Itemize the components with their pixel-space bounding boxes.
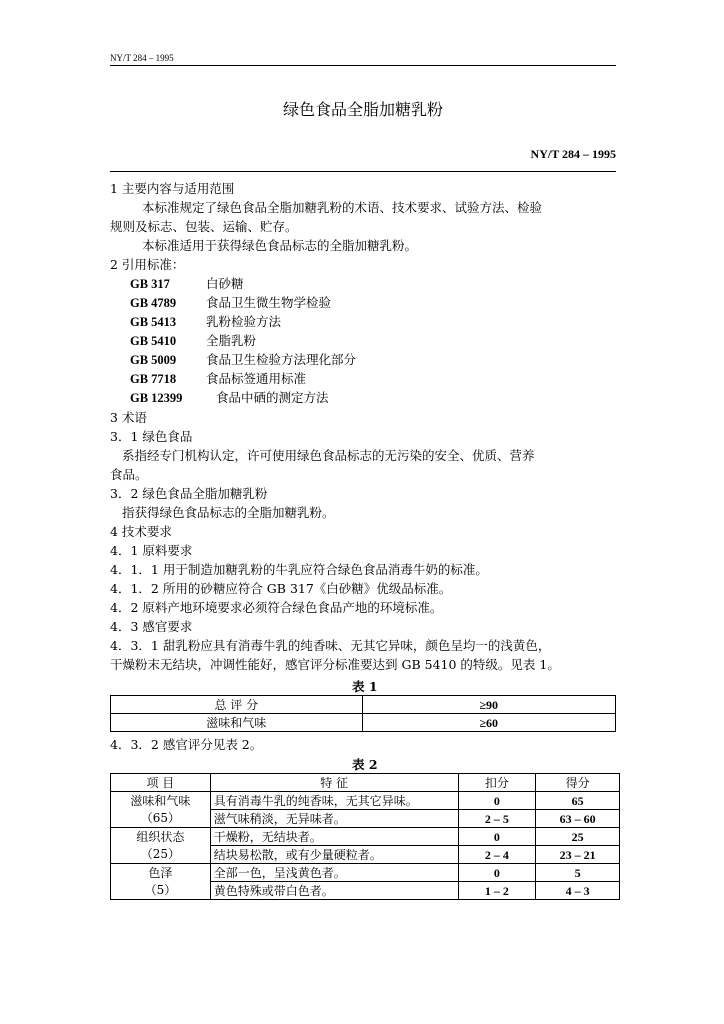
score-cell: 5 bbox=[536, 864, 620, 882]
section-4-3-heading: 4．3 感官要求 bbox=[110, 619, 193, 634]
section-4-3-2: 4．3．2 感官评分见表 2。 bbox=[110, 737, 263, 752]
section-1-paragraph: 本标准规定了绿色食品全脂加糖乳粉的术语、技术要求、试验方法、检验 bbox=[142, 200, 543, 215]
score-cell: 4 – 3 bbox=[536, 882, 620, 900]
category-score: （5） bbox=[111, 882, 211, 900]
deduct-cell: 0 bbox=[458, 828, 536, 846]
reference-item bbox=[130, 390, 328, 406]
table-row bbox=[111, 882, 620, 900]
table-1-value: ≥60 bbox=[362, 714, 615, 732]
section-3-2-definition: 指获得绿色食品标志的全脂加糖乳粉。 bbox=[122, 505, 335, 520]
reference-item bbox=[130, 333, 256, 349]
reference-item bbox=[130, 314, 281, 330]
section-4-1-2: 4．1．2 所用的砂糖应符合 GB 317《白砂糖》优级品标准。 bbox=[110, 581, 452, 596]
deduct-cell: 0 bbox=[458, 864, 536, 882]
reference-code: GB 4789 bbox=[130, 296, 177, 310]
category-name: 色泽 bbox=[111, 864, 211, 882]
section-4-3-1-cont: 干燥粉末无结块，冲调性能好，感官评分标准要达到 GB 5410 的特级。见表 1。 bbox=[110, 657, 560, 672]
reference-name: 白砂糖 bbox=[206, 276, 244, 291]
score-cell: 63 – 60 bbox=[536, 810, 620, 828]
table-row bbox=[111, 828, 620, 846]
column-header-deduct: 扣分 bbox=[458, 774, 536, 792]
table-row bbox=[111, 810, 620, 828]
feature-cell: 滋气味稍淡，无异味者。 bbox=[210, 810, 458, 828]
section-3-heading: 3 术语 bbox=[110, 410, 147, 425]
reference-code: GB 12399 bbox=[130, 391, 183, 405]
running-header: NY/T 284 – 1995 bbox=[110, 53, 174, 63]
category-score: （25） bbox=[111, 846, 211, 864]
feature-cell: 干燥粉，无结块者。 bbox=[210, 828, 458, 846]
table-2-caption: 表 2 bbox=[352, 757, 378, 772]
reference-item bbox=[130, 371, 306, 387]
category-name: 组织状态 bbox=[111, 828, 211, 846]
deduct-cell: 1 – 2 bbox=[458, 882, 536, 900]
section-4-1-heading: 4．1 原料要求 bbox=[110, 543, 193, 558]
feature-cell: 黄色特殊或带白色者。 bbox=[210, 882, 458, 900]
column-header-score: 得分 bbox=[536, 774, 620, 792]
feature-cell: 结块易松散，或有少量硬粒者。 bbox=[210, 846, 458, 864]
table-row bbox=[111, 714, 616, 732]
column-header-feature: 特 征 bbox=[210, 774, 458, 792]
table-1 bbox=[110, 695, 616, 732]
score-cell: 65 bbox=[536, 792, 620, 810]
section-4-3-1: 4．3．1 甜乳粉应具有消毒牛乳的纯香味、无其它异味，颜色呈均一的浅黄色， bbox=[110, 638, 551, 653]
reference-name: 食品卫生检验方法理化部分 bbox=[206, 352, 357, 367]
reference-name: 食品中硒的测定方法 bbox=[212, 390, 329, 405]
table-2 bbox=[110, 773, 620, 900]
feature-cell: 全部一色，呈浅黄色者。 bbox=[210, 864, 458, 882]
table-row bbox=[111, 846, 620, 864]
section-3-2-heading: 3．2 绿色食品全脂加糖乳粉 bbox=[110, 486, 268, 501]
section-4-2: 4．2 原料产地环境要求必须符合绿色食品产地的环境标准。 bbox=[110, 600, 443, 615]
section-3-1-definition: 系指经专门机构认定，许可使用绿色食品标志的无污染的安全、优质、营养 bbox=[122, 448, 535, 463]
standard-code: NY/T 284 – 1995 bbox=[530, 147, 616, 161]
reference-item bbox=[130, 352, 356, 368]
reference-code: GB 5410 bbox=[130, 334, 177, 348]
table-row bbox=[111, 696, 616, 714]
section-3-1-definition-cont: 食品。 bbox=[110, 467, 148, 482]
reference-item bbox=[130, 276, 244, 292]
document-title: 绿色食品全脂加糖乳粉 bbox=[282, 100, 443, 119]
table-1-label: 滋味和气味 bbox=[111, 714, 363, 732]
table-row bbox=[111, 792, 620, 810]
reference-code: GB 5413 bbox=[130, 315, 177, 329]
section-4-1-1: 4．1．1 用于制造加糖乳粉的牛乳应符合绿色食品消毒牛奶的标准。 bbox=[110, 562, 488, 577]
category-score: （65） bbox=[111, 810, 211, 828]
feature-cell: 具有消毒牛乳的纯香味，无其它异味。 bbox=[210, 792, 458, 810]
reference-code: GB 5009 bbox=[130, 353, 177, 367]
reference-item bbox=[130, 295, 331, 311]
section-1-paragraph-cont: 规则及标志、包装、运输、贮存。 bbox=[110, 219, 298, 234]
reference-name: 乳粉检验方法 bbox=[206, 314, 282, 329]
table-header-row bbox=[111, 774, 620, 792]
reference-name: 全脂乳粉 bbox=[206, 333, 257, 348]
reference-code: GB 7718 bbox=[130, 372, 177, 386]
column-header-item: 项 目 bbox=[111, 774, 211, 792]
section-2-heading: 2 引用标准： bbox=[110, 257, 185, 272]
table-1-label: 总 评 分 bbox=[111, 696, 363, 714]
category-name: 滋味和气味 bbox=[111, 792, 211, 810]
section-3-1-heading: 3．1 绿色食品 bbox=[110, 429, 193, 444]
reference-code: GB 317 bbox=[130, 277, 170, 291]
deduct-cell: 0 bbox=[458, 792, 536, 810]
section-1-scope: 本标准适用于获得绿色食品标志的全脂加糖乳粉。 bbox=[142, 238, 418, 253]
table-1-value: ≥90 bbox=[362, 696, 615, 714]
title-divider bbox=[110, 171, 616, 172]
table-row bbox=[111, 864, 620, 882]
header-divider bbox=[110, 65, 616, 66]
table-1-caption: 表 1 bbox=[352, 679, 378, 694]
deduct-cell: 2 – 5 bbox=[458, 810, 536, 828]
score-cell: 23 – 21 bbox=[536, 846, 620, 864]
reference-name: 食品标签通用标准 bbox=[206, 371, 307, 386]
score-cell: 25 bbox=[536, 828, 620, 846]
section-1-heading: 1 主要内容与适用范围 bbox=[110, 181, 235, 196]
deduct-cell: 2 – 4 bbox=[458, 846, 536, 864]
section-4-heading: 4 技术要求 bbox=[110, 524, 172, 539]
reference-name: 食品卫生微生物学检验 bbox=[206, 295, 332, 310]
